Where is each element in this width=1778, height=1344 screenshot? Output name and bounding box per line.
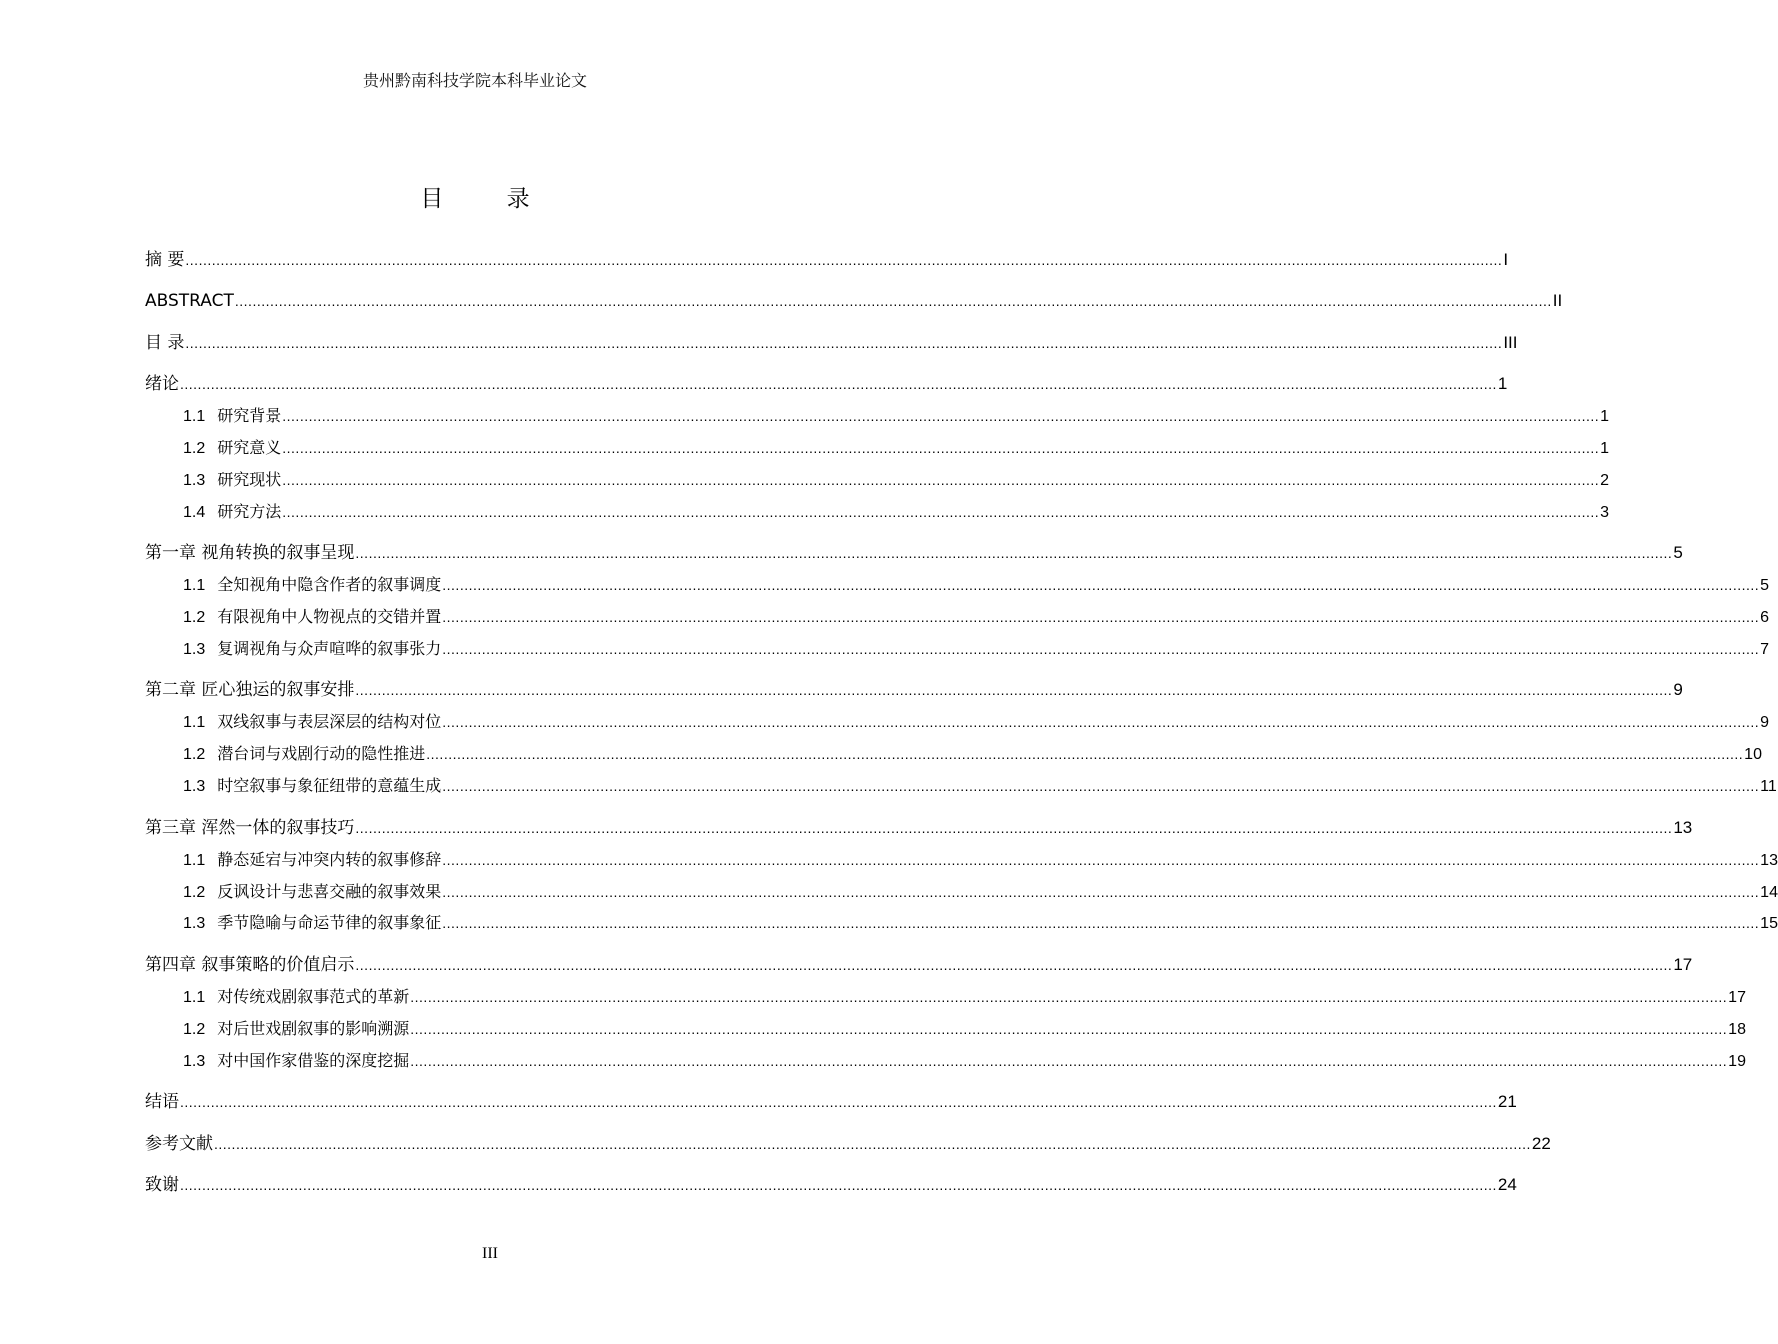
- toc-subentry[interactable]: [183, 436, 1610, 460]
- toc-entry-number: 1.2: [183, 884, 206, 901]
- toc-entry-label: 对后世戏剧叙事的影响溯源: [217, 1019, 410, 1038]
- dot-leader: ............................................................................................................................................................................................................................................................................................................: [442, 884, 1760, 900]
- dot-leader: ............................................................................................................................................................................................................................................................................................................: [442, 714, 1760, 730]
- dot-leader: ............................................................................................................................................................................................................................................................................................................: [180, 376, 1497, 392]
- toc-entry-acknowledgements[interactable]: [145, 1173, 1517, 1197]
- toc-entry-label: 双线叙事与表层深层的结构对位: [217, 712, 442, 731]
- dot-leader: ............................................................................................................................................................................................................................................................................................................: [442, 915, 1760, 931]
- toc-entry-number: 1.3: [183, 641, 206, 658]
- toc-entry-number: 1.1: [183, 577, 206, 594]
- toc-entry-number: 1.1: [183, 989, 206, 1006]
- toc-entry-number: 1.2: [183, 609, 206, 626]
- toc-subentry[interactable]: [183, 774, 1777, 798]
- dot-leader: ............................................................................................................................................................................................................................................................................................................: [282, 408, 1600, 424]
- toc-entry-label: 结语: [145, 1092, 179, 1112]
- page-title: 目 录: [420, 186, 558, 212]
- toc-entry-page: 17: [1673, 955, 1693, 974]
- toc-entry-label: 全知视角中隐含作者的叙事调度: [217, 575, 442, 594]
- toc-entry-number: 1.2: [183, 440, 206, 457]
- toc-entry-page: III: [1503, 333, 1518, 352]
- toc-entry-label: 潜台词与戏剧行动的隐性推进: [217, 744, 426, 763]
- toc-entry-label: 时空叙事与象征纽带的意蕴生成: [217, 776, 442, 795]
- dot-leader: ............................................................................................................................................................................................................................................................................................................: [282, 472, 1600, 488]
- toc-subentry[interactable]: [183, 1017, 1746, 1041]
- dot-leader: ............................................................................................................................................................................................................................................................................................................: [410, 989, 1728, 1005]
- toc-subentry[interactable]: [183, 605, 1770, 629]
- toc-entry-introduction[interactable]: [145, 372, 1508, 396]
- toc-entry-chapter-3[interactable]: [145, 816, 1693, 840]
- toc-entry-page: 1: [1600, 440, 1610, 457]
- toc-entry-number: 1.3: [183, 778, 206, 795]
- toc-entry-page: 10: [1744, 746, 1762, 763]
- dot-leader: ............................................................................................................................................................................................................................................................................................................: [442, 778, 1760, 794]
- dot-leader: ............................................................................................................................................................................................................................................................................................................: [234, 293, 1552, 309]
- running-header: 贵州黔南科技学院本科毕业论文: [362, 71, 587, 90]
- toc-entry-page: 7: [1760, 641, 1770, 658]
- toc-entry-page: 21: [1497, 1092, 1517, 1111]
- dot-leader: ............................................................................................................................................................................................................................................................................................................: [282, 504, 1600, 520]
- toc-entry-label: 季节隐喻与命运节律的叙事象征: [217, 913, 442, 932]
- toc-entry-label: 复调视角与众声喧哗的叙事张力: [217, 639, 442, 658]
- dot-leader: ............................................................................................................................................................................................................................................................................................................: [442, 641, 1760, 657]
- toc-entry-label: 研究现状: [217, 470, 282, 489]
- toc-entry-abstract-cn[interactable]: [145, 248, 1509, 272]
- dot-leader: ............................................................................................................................................................................................................................................................................................................: [442, 609, 1760, 625]
- dot-leader: ............................................................................................................................................................................................................................................................................................................: [355, 957, 1673, 973]
- toc-entry-page: 18: [1728, 1021, 1746, 1038]
- toc-entry-label: 研究背景: [217, 406, 282, 425]
- toc-entry-page: 14: [1760, 884, 1778, 901]
- toc-entry-page: 1: [1600, 408, 1610, 425]
- toc-subentry[interactable]: [183, 880, 1778, 904]
- toc-entry-chapter-4[interactable]: [145, 953, 1693, 977]
- toc-entry-page: 24: [1497, 1175, 1517, 1194]
- toc-entry-page: 22: [1531, 1134, 1551, 1153]
- toc-entry-references[interactable]: [145, 1132, 1551, 1156]
- toc-entry-page: 3: [1600, 504, 1610, 521]
- toc-entry-number: 1.1: [183, 408, 206, 425]
- toc-entry-label: 参考文献: [145, 1134, 213, 1154]
- toc-entry-label: 有限视角中人物视点的交错并置: [217, 607, 442, 626]
- toc-entry-page: I: [1503, 250, 1509, 269]
- toc-subentry[interactable]: [183, 468, 1610, 492]
- toc-entry-number: 1.3: [183, 1053, 206, 1070]
- toc-entry-label: 目 录: [145, 333, 185, 353]
- toc-entry-page: 19: [1728, 1053, 1746, 1070]
- toc-subentry[interactable]: [183, 1049, 1746, 1073]
- toc-entry-contents[interactable]: [145, 331, 1518, 355]
- dot-leader: ............................................................................................................................................................................................................................................................................................................: [180, 1177, 1497, 1193]
- toc-entry-label: 第二章 匠心独运的叙事安排: [145, 680, 355, 700]
- toc-subentry[interactable]: [183, 848, 1778, 872]
- page-number: III: [482, 1245, 498, 1262]
- toc-entry-page: 9: [1760, 714, 1770, 731]
- toc-entry-page: II: [1552, 291, 1563, 310]
- toc-entry-page: 5: [1760, 577, 1770, 594]
- toc-entry-number: 1.4: [183, 504, 206, 521]
- toc-entry-label: ABSTRACT: [145, 291, 234, 311]
- dot-leader: ............................................................................................................................................................................................................................................................................................................: [214, 1136, 1531, 1152]
- toc-subentry[interactable]: [183, 500, 1610, 524]
- toc-entry-label: 第三章 浑然一体的叙事技巧: [145, 818, 355, 838]
- toc-entry-label: 研究意义: [217, 438, 282, 457]
- toc-entry-page: 1: [1497, 374, 1508, 393]
- dot-leader: ............................................................................................................................................................................................................................................................................................................: [410, 1021, 1728, 1037]
- toc-entry-page: 11: [1760, 778, 1777, 795]
- toc-subentry[interactable]: [183, 404, 1610, 428]
- toc-entry-page: 6: [1760, 609, 1770, 626]
- toc-entry-page: 2: [1600, 472, 1610, 489]
- toc-entry-label: 第四章 叙事策略的价值启示: [145, 955, 355, 975]
- dot-leader: ............................................................................................................................................................................................................................................................................................................: [355, 545, 1673, 561]
- toc-entry-page: 13: [1673, 818, 1693, 837]
- toc-entry-number: 1.1: [183, 852, 206, 869]
- toc-subentry[interactable]: [183, 573, 1770, 597]
- toc-entry-conclusion[interactable]: [145, 1090, 1517, 1114]
- toc-entry-page: 17: [1728, 989, 1746, 1006]
- dot-leader: ............................................................................................................................................................................................................................................................................................................: [282, 440, 1600, 456]
- toc-entry-number: 1.2: [183, 746, 206, 763]
- toc-entry-label: 绪论: [145, 374, 179, 394]
- dot-leader: ............................................................................................................................................................................................................................................................................................................: [410, 1053, 1728, 1069]
- toc-subentry[interactable]: [183, 710, 1770, 734]
- dot-leader: ............................................................................................................................................................................................................................................................................................................: [180, 1094, 1497, 1110]
- toc-entry-label: 研究方法: [217, 502, 282, 521]
- toc-entry-page: 15: [1760, 915, 1778, 932]
- toc-entry-number: 1.1: [183, 714, 206, 731]
- toc-entry-label: 对中国作家借鉴的深度挖掘: [217, 1051, 410, 1070]
- toc-entry-page: 9: [1673, 680, 1683, 699]
- dot-leader: ............................................................................................................................................................................................................................................................................................................: [185, 335, 1503, 351]
- toc-entry-chapter-2[interactable]: [145, 678, 1683, 702]
- toc-entry-label: 摘 要: [145, 250, 185, 270]
- toc-entry-number: 1.3: [183, 472, 206, 489]
- toc-entry-label: 对传统戏剧叙事范式的革新: [217, 987, 410, 1006]
- dot-leader: ............................................................................................................................................................................................................................................................................................................: [355, 682, 1673, 698]
- dot-leader: ............................................................................................................................................................................................................................................................................................................: [442, 577, 1760, 593]
- dot-leader: ............................................................................................................................................................................................................................................................................................................: [442, 852, 1760, 868]
- toc-entry-label: 静态延宕与冲突内转的叙事修辞: [217, 850, 442, 869]
- toc-entry-label: 致谢: [145, 1175, 179, 1195]
- dot-leader: ............................................................................................................................................................................................................................................................................................................: [426, 746, 1744, 762]
- toc-entry-chapter-1[interactable]: [145, 541, 1683, 565]
- toc-entry-page: 13: [1760, 852, 1778, 869]
- toc-entry-number: 1.3: [183, 915, 206, 932]
- dot-leader: ............................................................................................................................................................................................................................................................................................................: [355, 820, 1673, 836]
- toc-subentry[interactable]: [183, 742, 1762, 766]
- toc-entry-abstract-en[interactable]: [145, 289, 1563, 313]
- toc-subentry[interactable]: [183, 637, 1770, 661]
- toc-entry-label: 反讽设计与悲喜交融的叙事效果: [217, 882, 442, 901]
- toc-entry-label: 第一章 视角转换的叙事呈现: [145, 543, 355, 563]
- toc-subentry[interactable]: [183, 985, 1746, 1009]
- toc-entry-page: 5: [1673, 543, 1683, 562]
- toc-entry-number: 1.2: [183, 1021, 206, 1038]
- dot-leader: ............................................................................................................................................................................................................................................................................................................: [185, 252, 1503, 268]
- toc-subentry[interactable]: [183, 911, 1778, 935]
